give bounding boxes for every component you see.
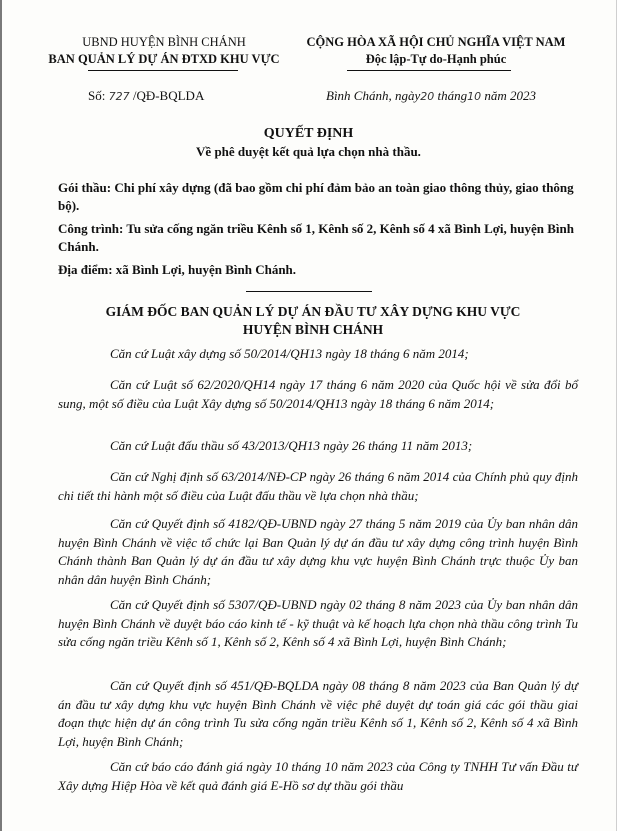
citation-paragraph: Căn cứ Luật xây dựng số 50/2014/QH13 ngày 18 tháng 6 năm 2014; (110, 346, 469, 361)
national-header (286, 34, 586, 68)
agency-underline (88, 70, 238, 71)
document-subtitle: Về phê duyệt kết quả lựa chọn nhà thầu. (196, 144, 421, 159)
citation-paragraph: Căn cứ Quyết định số 5307/QĐ-UBND ngày 02 tháng 8 năm 2023 của Ủy ban nhân dân huyện Bình Chánh về duyệt báo cáo kinh tế - kỹ thuật và kế hoạch lựa chọn nhà thầu công trình Tu sửa cống ngăn triều Kênh số 1, Kênh số 2, Kênh số 4 xã Bình Lợi, huyện Bình Chánh; (58, 597, 578, 649)
document-number (88, 88, 204, 104)
document-title: QUYẾT ĐỊNH (263, 126, 354, 141)
issuing-agency-header (34, 34, 294, 68)
national-motto: Độc lập-Tự do-Hạnh phúc (365, 52, 507, 66)
location-info: Địa điểm: xã Bình Lợi, huyện Bình Chánh. (58, 262, 297, 277)
separator-line (246, 291, 372, 292)
citation-paragraph: Căn cứ báo cáo đánh giá ngày 10 tháng 10 năm 2023 của Công ty TNHH Tư vấn Đầu tư Xây dựng Hiệp Hòa về kết quả đánh giá E-Hồ sơ dự thầu gói thầu (58, 759, 578, 793)
citation-paragraph: Căn cứ Quyết định số 4182/QĐ-UBND ngày 27 tháng 5 năm 2019 của Ủy ban nhân dân huyện Bình Chánh về việc tổ chức lại Ban Quản lý dự án đầu tư xây dựng công trình huyện Bình Chánh thành Ban Quản lý dự án đầu tư xây dựng khu vực huyện Bình Chánh trực thuộc Ủy ban nhân dân huyện Bình Chánh; (58, 516, 578, 587)
issuer-title-line2: HUYỆN BÌNH CHÁNH (242, 322, 384, 337)
citation-paragraph: Căn cứ Luật số 62/2020/QH14 ngày 17 tháng 6 năm 2020 của Quốc hội về sửa đổi bổ sung, một số điều của Luật Xây dựng số 50/2014/QH13 ngày 18 tháng 6 năm 2014; (58, 377, 578, 411)
doc-number-prefix: Số: (88, 88, 106, 103)
citation-paragraph: Căn cứ Luật đấu thầu số 43/2013/QH13 ngày 26 tháng 11 năm 2013; (110, 438, 473, 453)
doc-number-handwritten: 727 (108, 90, 130, 103)
agency-name: BAN QUẢN LÝ DỰ ÁN ĐTXD KHU VỰC (48, 52, 280, 66)
issuer-title-line1: GIÁM ĐỐC BAN QUẢN LÝ DỰ ÁN ĐẦU TƯ XÂY DỰNG KHU VỰC (105, 304, 521, 319)
date-month-label: tháng (437, 88, 468, 103)
national-title: CỘNG HÒA XÃ HỘI CHỦ NGHĨA VIỆT NAM (306, 35, 566, 49)
date-year: năm 2023 (484, 88, 537, 103)
package-info: Gói thầu: Chi phí xây dựng (đã bao gồm chi phí đảm bảo an toàn giao thông thủy, giao thông bộ). (58, 180, 574, 213)
citation-paragraph: Căn cứ Nghị định số 63/2014/NĐ-CP ngày 26 tháng 6 năm 2014 của Chính phủ quy định chi tiết thi hành một số điều của Luật đấu thầu về lựa chọn nhà thầu; (58, 469, 578, 503)
citation-paragraph: Căn cứ Quyết định số 451/QĐ-BQLDA ngày 08 tháng 8 năm 2023 của Ban Quản lý dự án đầu tư xây dựng khu vực huyện Bình Chánh về việc phê duyệt dự toán giá các gói thầu giai đoạn thực hiện dự án công trình Tu sửa cống ngăn triều Kênh số 1, Kênh số 2, Kênh số 4 xã Bình Lợi, huyện Bình Chánh; (58, 678, 578, 749)
issuer-title (40, 303, 586, 339)
date-day-handwritten: 20 (420, 90, 435, 103)
date-place: Bình Chánh, ngày (326, 88, 421, 103)
motto-underline (347, 70, 511, 71)
doc-number-suffix: /QĐ-BQLDA (132, 88, 205, 103)
agency-parent: UBND HUYỆN BÌNH CHÁNH (82, 35, 246, 49)
date-month-handwritten: 10 (467, 90, 482, 103)
project-info: Công trình: Tu sửa cống ngăn triều Kênh số 1, Kênh số 2, Kênh số 4 xã Bình Lợi, huyện Bình Chánh. (58, 221, 575, 254)
scan-left-edge (0, 0, 2, 831)
document-date (326, 88, 536, 104)
